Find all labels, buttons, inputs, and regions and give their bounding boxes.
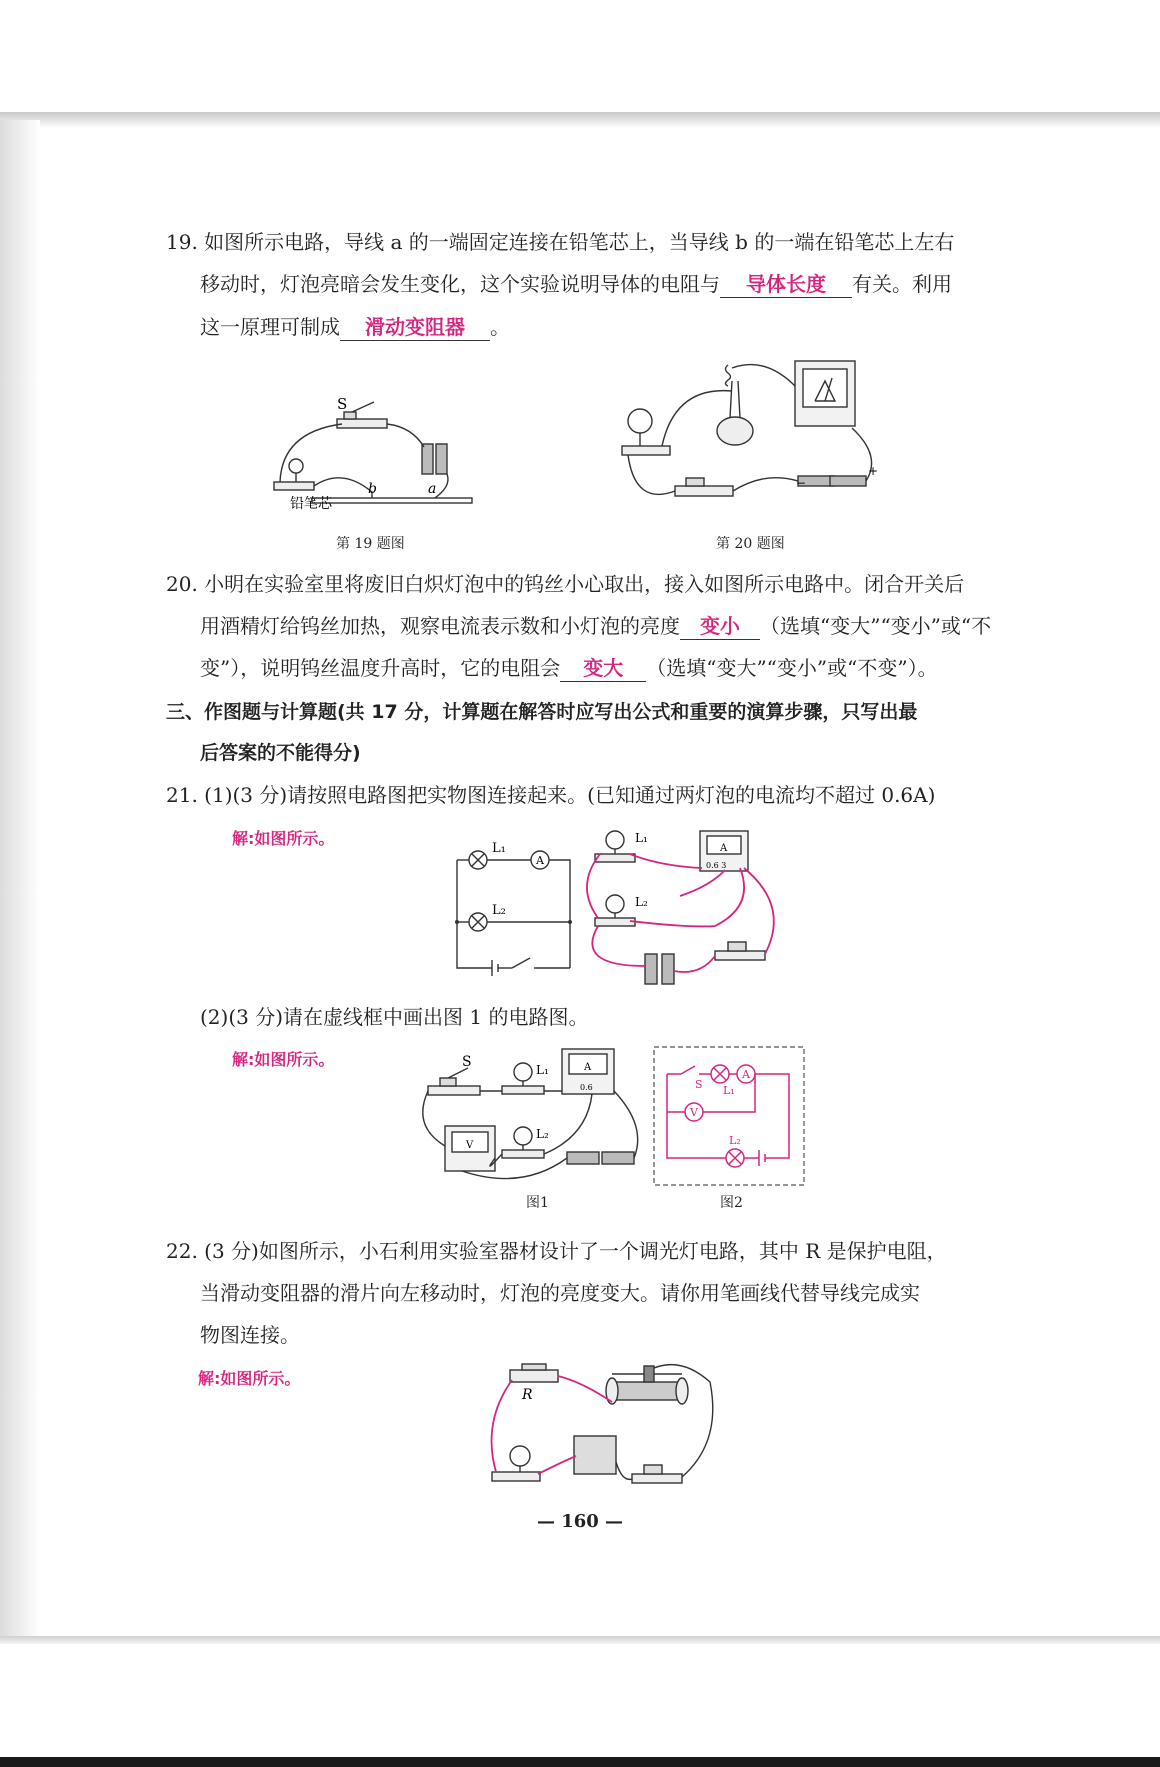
q22-figure	[482, 1362, 714, 1494]
section-3-heading: 三、作图题与计算题(共 17 分，计算题在解答时应写出公式和重要的演算步骤，只写出最	[166, 701, 918, 723]
q21-fig1-label-v: V	[466, 1140, 474, 1151]
q21-fig-label-range: 0.6 3	[706, 861, 727, 870]
q21-circuit-diagram	[452, 841, 582, 974]
q21-fig1-label-range: 0.6	[580, 1083, 593, 1092]
q21-fig1-label-s: S	[462, 1054, 472, 1070]
q20-figure	[620, 356, 890, 516]
q19-line-2	[200, 270, 952, 298]
svg-text:+: +	[868, 464, 879, 478]
q22-line-3: 物图连接。	[200, 1323, 300, 1347]
q20-answer-2: 变大	[560, 655, 646, 682]
page-bottom-edge	[0, 1636, 1160, 1644]
q20-line-3	[200, 654, 938, 682]
q22-line-2: 当滑动变阻器的滑片向左移动时，灯泡的亮度变大。请你用笔画线代替导线完成实	[200, 1281, 920, 1305]
q21-wiring-figure	[580, 826, 780, 986]
q22-solution: 解:如图所示。	[198, 1369, 301, 1388]
q21-fig1-caption: 图1	[526, 1195, 549, 1211]
page-number: — 160 —	[536, 1511, 624, 1532]
q21-fig1-label-l2: L₂	[536, 1127, 549, 1141]
q21-fig2-label-l2: L₂	[729, 1134, 741, 1147]
q21-fig-label-l2: L₂	[635, 895, 648, 909]
q20-text: 变”），说明钨丝温度升高时，它的电阻会	[200, 656, 561, 680]
q20-text: （选填“变大”“变小”或“不变”）。	[646, 656, 938, 680]
q21-fig2-label-l1: L₁	[723, 1084, 735, 1097]
q19-line-3	[200, 313, 510, 341]
svg-text:−: −	[796, 476, 807, 490]
q20-line-2	[200, 612, 991, 640]
q20-line-1: 20. 小明在实验室里将废旧白炽灯泡中的钨丝小心取出，接入如图所示电路中。闭合开关后	[166, 572, 965, 596]
q21-fig2-label-v: V	[690, 1106, 698, 1119]
q19-text: 移动时，灯泡亮暗会发生变化，这个实验说明导体的电阻与	[200, 272, 720, 296]
q19-label-a: a	[428, 481, 437, 497]
q21-part1: 21. (1)(3 分)请按照电路图把实物图连接起来。(已知通过两灯泡的电流均不超过 0.6A)	[166, 783, 936, 807]
q21-label-l2: L₂	[492, 903, 506, 918]
q21-part2: (2)(3 分)请在虚线框中画出图 1 的电路图。	[200, 1005, 589, 1029]
q19-text: 有关。利用	[852, 272, 952, 296]
q20-answer-1: 变小	[680, 613, 760, 640]
page-left-shadow	[0, 120, 40, 1640]
q19-text: 。	[490, 315, 510, 339]
q21-solution-2: 解:如图所示。	[232, 1050, 335, 1069]
q20-text: 用酒精灯给钨丝加热，观察电流表示数和小灯泡的亮度	[200, 614, 680, 638]
q19-answer-2: 滑动变阻器	[340, 314, 490, 341]
q19-label-pencil: 铅笔芯	[290, 496, 332, 512]
q19-figure	[272, 392, 472, 517]
q19-label-s: S	[337, 395, 348, 413]
q22-label-r: R	[522, 1387, 533, 1403]
q21-fig1-label-a: A	[584, 1062, 592, 1073]
q21-fig-label-l1: L₁	[635, 831, 648, 845]
viewer-bottom-bar	[0, 1757, 1160, 1767]
q21-fig2-label-s: S	[695, 1078, 703, 1091]
q19-line-1: 19. 如图所示电路，导线 a 的一端固定连接在铅笔芯上，当导线 b 的一端在铅笔芯上左右	[166, 230, 955, 254]
q20-caption: 第 20 题图	[716, 536, 785, 552]
q20-text: （选填“变大”“变小”或“不	[760, 614, 992, 638]
q21-label-ammeter: A	[536, 854, 544, 867]
q21-solution-1: 解:如图所示。	[232, 829, 335, 848]
q21-figure-1	[422, 1046, 647, 1186]
q19-label-b: b	[368, 481, 377, 497]
q21-label-l1: L₁	[492, 841, 506, 856]
q21-fig1-label-l1: L₁	[536, 1063, 549, 1077]
q19-caption: 第 19 题图	[336, 536, 405, 552]
q19-text: 这一原理可制成	[200, 315, 340, 339]
q21-figure-2-answer	[653, 1046, 805, 1186]
page-top-shadow	[0, 112, 1160, 128]
q21-fig2-caption: 图2	[720, 1195, 743, 1211]
section-3-heading-cont: 后答案的不能得分)	[200, 742, 361, 764]
q21-fig2-label-a: A	[742, 1068, 750, 1081]
q21-fig-label-a: A	[720, 843, 728, 854]
q19-answer-1: 导体长度	[720, 271, 852, 298]
q22-line-1: 22. (3 分)如图所示，小石利用实验室器材设计了一个调光灯电路，其中 R 是保护电阻，	[166, 1239, 947, 1263]
